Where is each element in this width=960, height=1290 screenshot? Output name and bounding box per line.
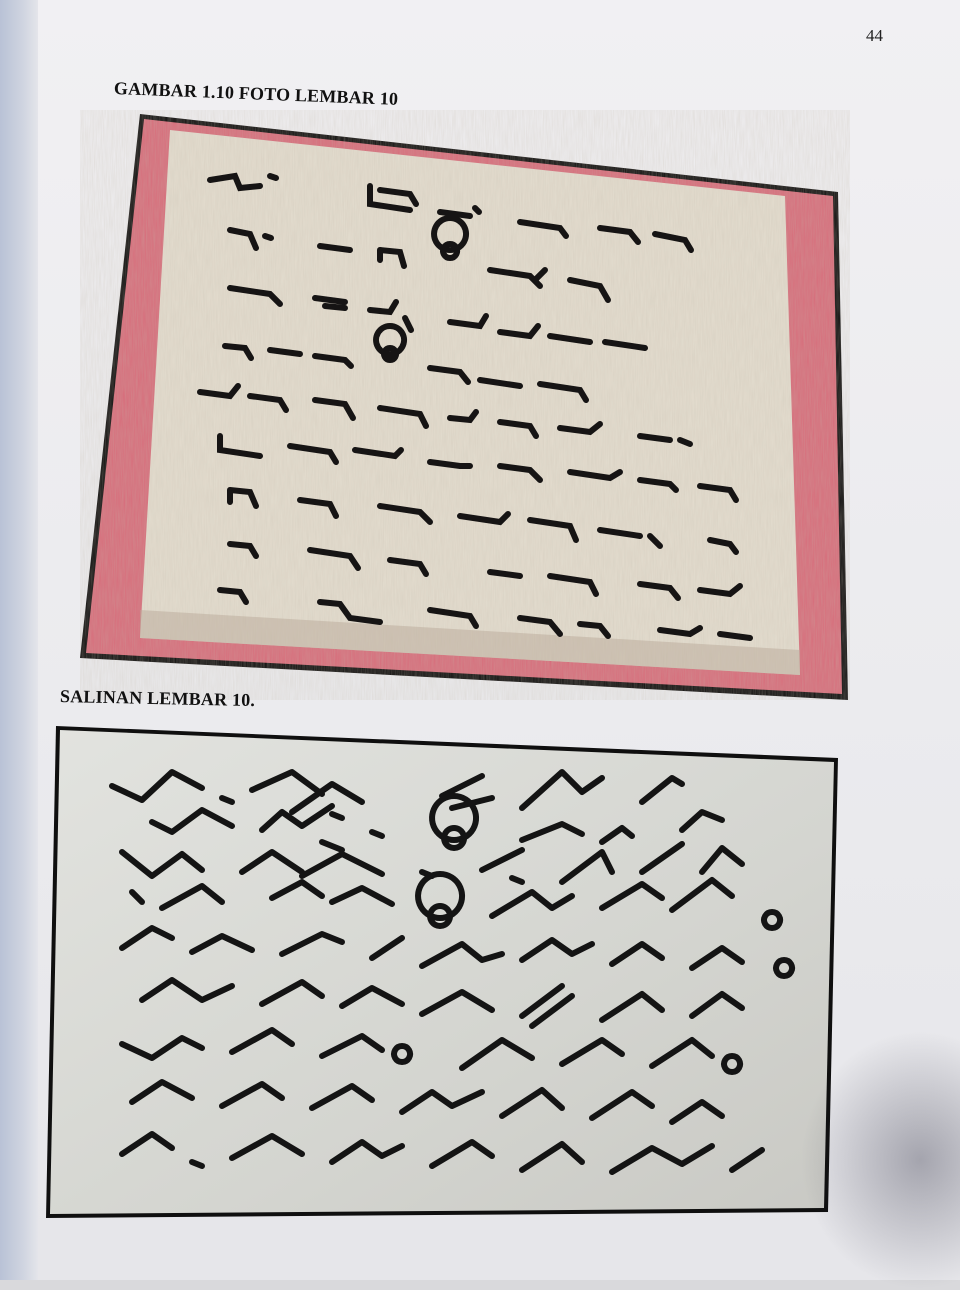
page-number: 44	[866, 26, 883, 45]
manuscript-copy	[42, 722, 842, 1222]
copy-caption: SALINAN LEMBAR 10.	[59, 686, 256, 711]
manuscript-copy-image	[42, 722, 842, 1222]
hand-shadow	[800, 1030, 960, 1290]
manuscript-photo-image	[80, 110, 850, 700]
book-spine-edge	[0, 0, 38, 1280]
photo-caption: GAMBAR 1.10 FOTO LEMBAR 10	[113, 78, 399, 109]
manuscript-photo	[80, 110, 850, 700]
